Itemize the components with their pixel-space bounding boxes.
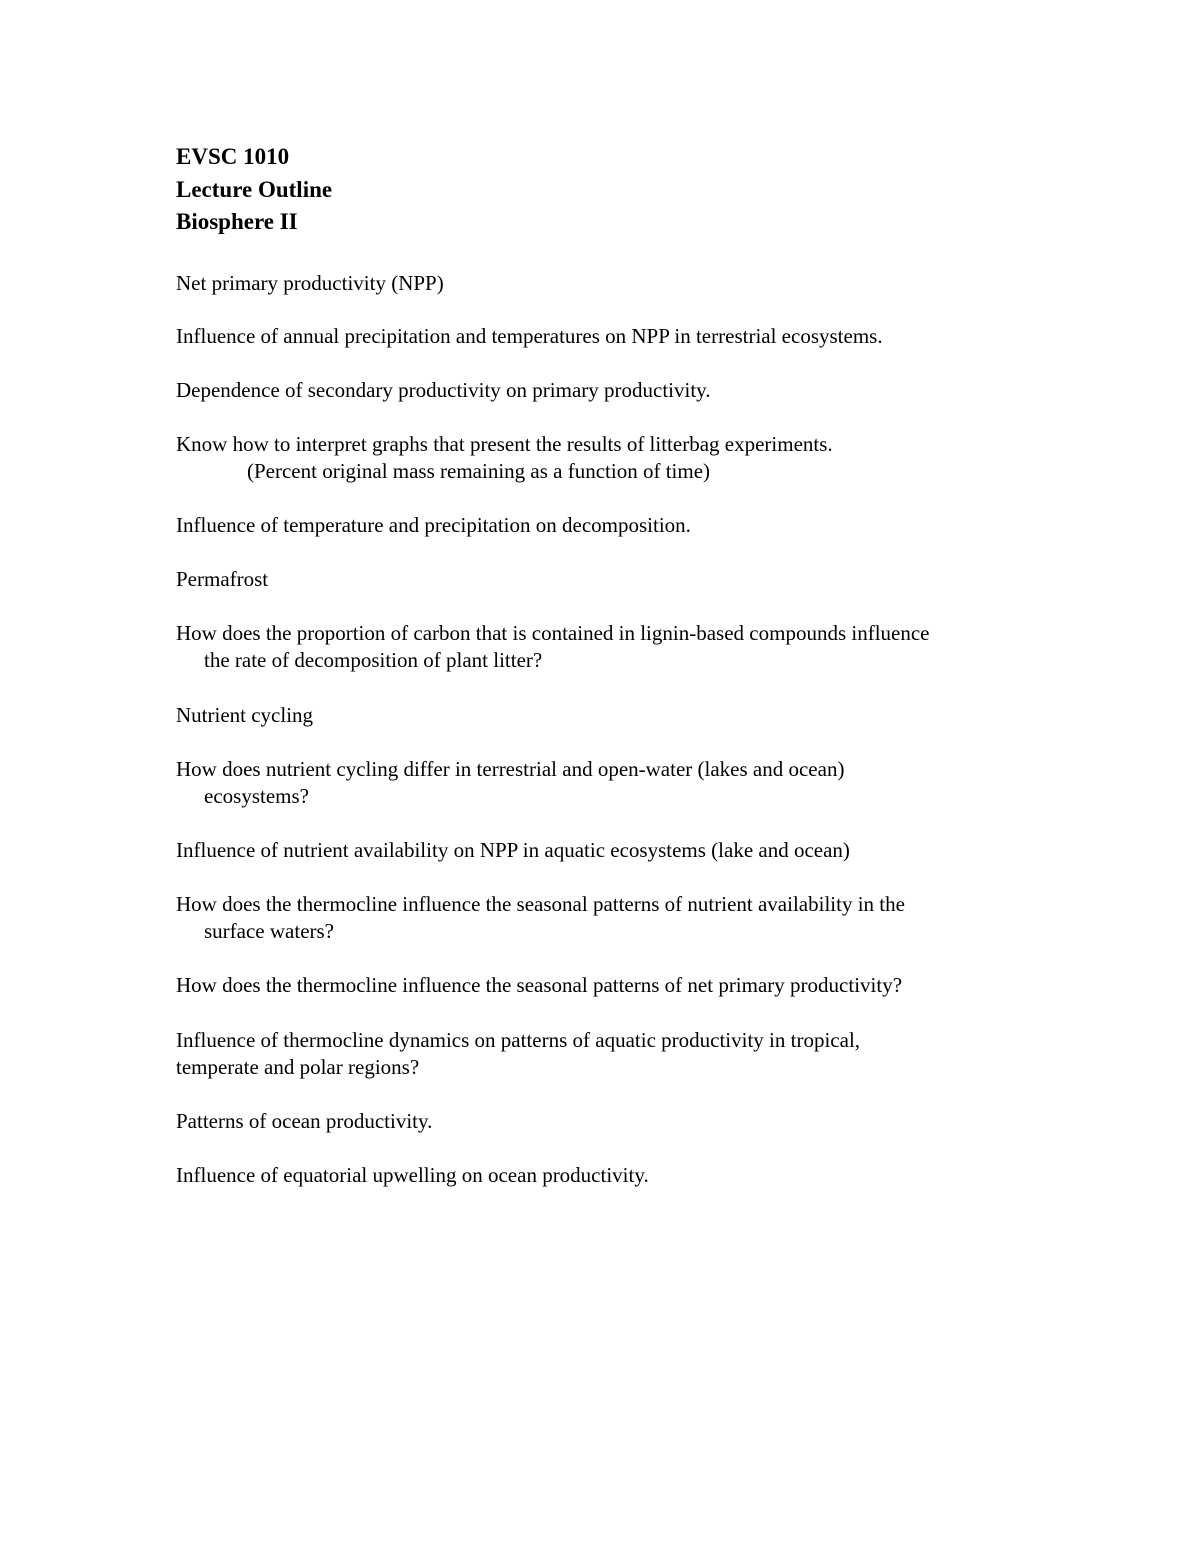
- outline-item-lignin: How does the proportion of carbon that is contained in lignin-based compounds influence the rate of decomposition of plant litter?: [176, 621, 930, 672]
- outline-item-litterbag-graphs: Know how to interpret graphs that present the results of litterbag experiments. (Percent original mass remaining as a function of time): [176, 432, 833, 483]
- outline-item-precip-temp-npp: Influence of annual precipitation and temperatures on NPP in terrestrial ecosystems.: [176, 324, 883, 348]
- outline-item-thermocline-npp: How does the thermocline influence the seasonal patterns of net primary productivity?: [176, 973, 903, 997]
- outline-item-decomposition: Influence of temperature and precipitation on decomposition.: [176, 513, 691, 537]
- outline-item-equatorial-upwelling: Influence of equatorial upwelling on ocean productivity.: [176, 1163, 649, 1187]
- outline-item-thermocline-dynamics: Influence of thermocline dynamics on patterns of aquatic productivity in tropical, temperate and polar regions?: [176, 1028, 861, 1079]
- outline-item-secondary-productivity: Dependence of secondary productivity on primary productivity.: [176, 378, 711, 402]
- outline-item-nutrient-availability: Influence of nutrient availability on NPP in aquatic ecosystems (lake and ocean): [176, 838, 850, 862]
- document-type: Lecture Outline: [176, 176, 333, 202]
- outline-item-ocean-productivity: Patterns of ocean productivity.: [176, 1109, 433, 1133]
- outline-item-thermocline-nutrients: How does the thermocline influence the seasonal patterns of nutrient availability in the surface waters?: [176, 892, 905, 943]
- outline-item-subnote: (Percent original mass remaining as a function of time): [247, 459, 711, 483]
- outline-item-npp: Net primary productivity (NPP): [176, 271, 444, 295]
- lecture-topic: Biosphere II: [176, 209, 298, 234]
- outline-item-nutrient-cycling-diff: How does nutrient cycling differ in terrestrial and open-water (lakes and ocean) ecosystems?: [176, 757, 845, 808]
- document-header: [176, 141, 332, 239]
- course-code: EVSC 1010: [176, 144, 290, 169]
- outline-item-nutrient-cycling: Nutrient cycling: [176, 703, 314, 727]
- outline-item-permafrost: Permafrost: [176, 567, 269, 591]
